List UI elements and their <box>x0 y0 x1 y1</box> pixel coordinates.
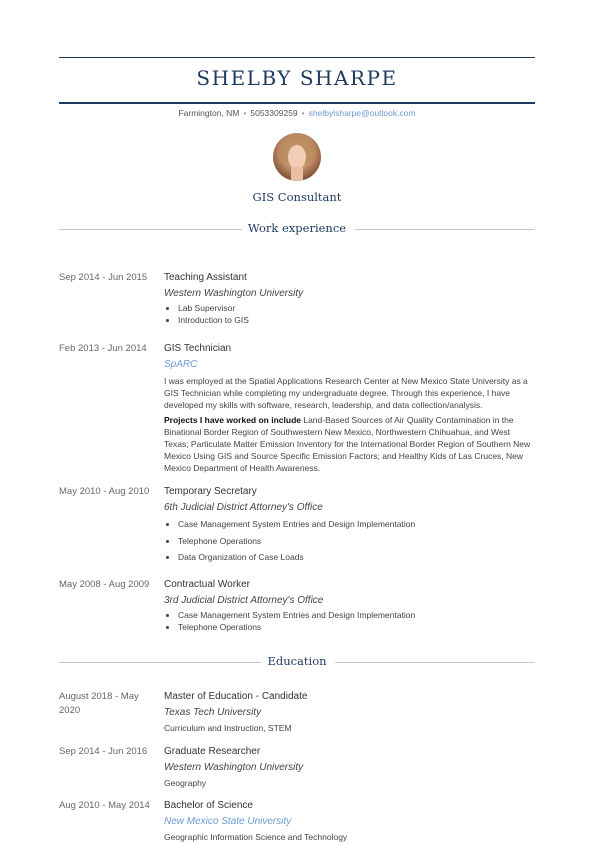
entry-role: Teaching Assistant <box>164 272 247 283</box>
section-title: Education <box>261 654 332 668</box>
entry-degree: Graduate Researcher <box>164 746 261 757</box>
entry-organization: 3rd Judicial District Attorney's Office <box>164 595 324 606</box>
entry-organization: Western Washington University <box>164 288 304 299</box>
entry-school: Texas Tech University <box>164 707 262 718</box>
email-link[interactable]: shelbylsharpe@outlook.com <box>308 108 416 118</box>
header-top-rule <box>59 57 535 58</box>
entry-date: Sep 2014 - Jun 2016 <box>59 746 148 757</box>
entry-detail: Geography <box>164 778 207 788</box>
entry-organization: 6th Judicial District Attorney's Office <box>164 502 323 513</box>
entry-degree: Master of Education - Candidate <box>164 691 308 702</box>
work-experience-header <box>59 221 535 237</box>
entry-school-link[interactable]: New Mexico State University <box>164 816 292 827</box>
section-title: Work experience <box>242 221 352 235</box>
bullet-item: • Case Management System Entries and Design Implementation <box>178 609 535 621</box>
entry-description: I was employed at the Spatial Applications Research Center at New Mexico State University as a GIS Technician while completing my undergraduate degree. Through this experience, I have developed my skills with software, research, leadership, and data collection/analysis. <box>164 376 528 410</box>
entry-date: May 2008 - Aug 2009 <box>59 579 150 590</box>
entry-date: May 2010 - Aug 2010 <box>59 486 150 497</box>
entry-date: Aug 2010 - May 2014 <box>59 800 150 811</box>
avatar <box>273 133 321 181</box>
entry-degree: Bachelor of Science <box>164 800 253 811</box>
job-title: GIS Consultant <box>252 190 342 204</box>
bullet-item: • Data Organization of Case Loads <box>178 549 535 566</box>
entry-date: August 2018 - May 2020 <box>59 691 139 716</box>
contact-line <box>0 108 594 118</box>
projects-text: Land-Based Sources of Air Quality Contamination in the Binational Border Region of Southwestern New Mexico, Northwestern Chihuahua, and West Texas; Particulate Matter Emission Inventory for the International Border Region of Southern New Mexico Using GIS and Source Specific Emission Factors; and Healthy Kids of Las Cruces, New Mexico Department of Health Awareness. <box>164 415 531 473</box>
entry-detail: Geographic Information Science and Technology <box>164 832 348 842</box>
entry-date: Feb 2013 - Jun 2014 <box>59 343 147 354</box>
projects-lead: Projects I have worked on include <box>164 415 301 425</box>
candidate-name: SHELBY SHARPE <box>196 66 398 90</box>
bullet-item: • Telephone Operations <box>178 533 535 550</box>
contact-separator: • <box>301 108 305 118</box>
entry-date: Sep 2014 - Jun 2015 <box>59 272 148 283</box>
entry-projects <box>164 414 535 474</box>
entry-school: Western Washington University <box>164 762 304 773</box>
contact-separator: • <box>243 108 247 118</box>
entry-organization-link[interactable]: SpARC <box>164 359 198 370</box>
bullet-item: • Lab Supervisor <box>178 302 535 314</box>
location-text: Farmington, NM <box>178 108 240 118</box>
header-bottom-rule <box>59 102 535 104</box>
phone-text: 5053309259 <box>250 108 298 118</box>
education-header <box>59 654 535 670</box>
bullet-item: • Telephone Operations <box>178 621 535 633</box>
entry-role: Temporary Secretary <box>164 486 257 497</box>
bullet-item: • Case Management System Entries and Design Implementation <box>178 516 535 533</box>
bullet-item: • Introduction to GIS <box>178 314 535 326</box>
entry-role: Contractual Worker <box>164 579 250 590</box>
entry-detail: Curriculum and Instruction, STEM <box>164 723 292 733</box>
entry-role: GIS Technician <box>164 343 232 354</box>
